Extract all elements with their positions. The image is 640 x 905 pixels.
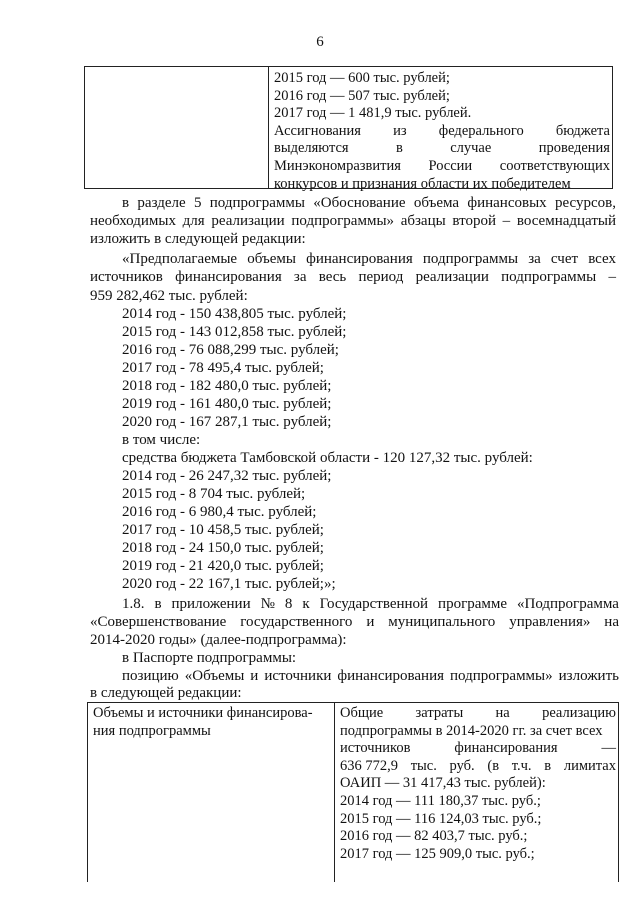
including-line: в том числе: <box>122 432 201 448</box>
year-line: 2020 год - 167 287,1 тыс. рублей; <box>122 414 332 430</box>
year-line: 2016 год - 6 980,4 тыс. рублей; <box>122 504 317 520</box>
table-line: 2016 год — 82 403,7 тыс. руб.; <box>340 828 528 845</box>
word: (в <box>487 757 500 774</box>
word: восемнадцатый <box>516 213 616 229</box>
table-line: 2017 год — 1 481,9 тыс. рублей. <box>274 105 472 122</box>
passport-line: в Паспорте подпрограммы: <box>122 650 297 666</box>
passport-table <box>87 702 619 882</box>
table-line <box>274 158 610 176</box>
word: на <box>495 705 510 721</box>
word: выделяются <box>274 140 349 157</box>
word: объемы <box>247 251 296 267</box>
word: весь <box>318 269 347 285</box>
year-line: 2018 год - 182 480,0 тыс. рублей; <box>122 378 332 394</box>
table-line <box>340 740 616 758</box>
paragraph-line <box>90 613 619 631</box>
table-divider <box>268 67 269 188</box>
word: государственного <box>240 614 353 630</box>
table-line: 2015 год — 600 тыс. рублей; <box>274 70 450 86</box>
table-divider <box>334 703 335 882</box>
word: источников <box>340 740 411 757</box>
table-line <box>340 705 616 723</box>
word: объема <box>413 195 460 211</box>
word: подпрограммы <box>209 195 305 211</box>
word: 636 772,9 <box>340 757 398 774</box>
table-line: 2015 год — 116 124,03 тыс. руб.; <box>340 810 542 827</box>
word: Минэкономразвития <box>274 157 401 174</box>
table-right-cell <box>274 70 610 193</box>
word: и <box>366 614 375 630</box>
word: подпрограммы» <box>291 213 395 229</box>
year-line: 2017 год - 10 458,5 тыс. рублей; <box>122 522 324 538</box>
word: необходимых <box>90 213 176 229</box>
paragraph-line <box>90 212 616 230</box>
word: России <box>428 157 473 174</box>
paragraph-line: в следующей редакции: <box>90 685 242 701</box>
table-line: 2014 год — 111 180,37 тыс. руб.; <box>340 792 541 809</box>
year-line: 2014 год - 150 438,805 тыс. рублей; <box>122 306 347 322</box>
word: к <box>302 596 310 612</box>
year-line: 2019 год - 21 420,0 тыс. рублей; <box>122 558 324 574</box>
word: т.ч. <box>511 757 532 774</box>
word: руб. <box>449 757 475 774</box>
paragraph-line <box>122 667 619 685</box>
word: реализацию <box>542 705 616 721</box>
word: муниципального <box>388 614 496 630</box>
word: соответствующих <box>499 157 610 174</box>
word: «Предполагаемые <box>122 251 238 267</box>
word: Ассигнования <box>274 122 361 139</box>
word: 5 <box>193 195 202 211</box>
word: за <box>528 251 541 267</box>
paragraph-line: 2014-2020 годы» (далее-подпрограмма): <box>90 632 347 648</box>
word: Государственной <box>319 596 429 612</box>
year-line: 2019 год - 161 480,0 тыс. рублей; <box>122 396 332 412</box>
word: для <box>182 213 205 229</box>
year-line: 2014 год - 26 247,32 тыс. рублей; <box>122 468 332 484</box>
word: случае <box>450 140 492 157</box>
word: проведения <box>538 140 610 157</box>
year-line: 2016 год - 76 088,299 тыс. рублей; <box>122 342 339 358</box>
table-right-cell <box>340 705 616 863</box>
paragraph-line <box>122 194 616 212</box>
word: № <box>260 596 275 612</box>
word: финансирования <box>454 740 558 757</box>
regional-budget-line: средства бюджета Тамбовской области - 120 127,32 тыс. рублей: <box>122 450 533 466</box>
word: в <box>154 596 162 612</box>
paragraph-line <box>90 268 616 286</box>
word: в <box>122 195 130 211</box>
word: финансирования <box>306 251 413 267</box>
word: программе <box>438 596 508 612</box>
word: источники <box>264 668 332 684</box>
paragraph-line <box>122 595 619 613</box>
word: из <box>393 122 407 139</box>
word: в <box>544 757 552 774</box>
word: 8 <box>284 596 293 612</box>
paragraph-line: изложить в следующей редакции: <box>90 231 306 247</box>
word: период <box>358 269 404 285</box>
year-line: 2020 год - 22 167,1 тыс. рублей;»; <box>122 576 336 592</box>
table-line <box>340 758 616 776</box>
word: счет <box>550 251 579 267</box>
word: в <box>395 140 403 157</box>
year-line: 2017 год - 78 495,4 тыс. рублей; <box>122 360 324 376</box>
word: 1.8. <box>122 596 145 612</box>
table-line <box>274 123 610 141</box>
word: финансирования <box>337 668 445 684</box>
word: финансирования <box>175 269 282 285</box>
word: реализации <box>415 269 489 285</box>
word: «Обоснование <box>313 195 406 211</box>
word: — <box>601 740 616 757</box>
word: абзацы <box>400 213 446 229</box>
word: разделе <box>137 195 186 211</box>
word: и <box>250 668 259 684</box>
word: реализации <box>211 213 285 229</box>
paragraph-line: 959 282,462 тыс. рублей: <box>90 288 248 304</box>
word: подпрограммы <box>422 251 519 267</box>
word: на <box>604 614 619 630</box>
table-line: 2016 год — 507 тыс. рублей; <box>274 87 450 104</box>
word: всех <box>588 251 616 267</box>
word: «Совершенствование <box>90 614 227 630</box>
table-line <box>274 140 610 158</box>
word: «Подпрограмма <box>517 596 619 612</box>
word: «Объемы <box>184 668 245 684</box>
word: тыс. <box>410 757 437 774</box>
table-line: конкурсов и признания области их победителем <box>274 175 571 192</box>
table-left-cell <box>93 705 329 740</box>
table-line: Объемы и источники финансирова- <box>93 705 313 721</box>
word: подпрограммы <box>501 269 597 285</box>
table-line: ОАИП — 31 417,43 тыс. рублей): <box>340 775 546 792</box>
paragraph-line <box>122 250 616 268</box>
word: финансовых <box>467 195 547 211</box>
table-line: ния подпрограммы <box>93 722 211 739</box>
word: за <box>293 269 307 285</box>
word: ресурсов, <box>554 195 616 211</box>
word: приложении <box>171 596 251 612</box>
word: изложить <box>558 668 619 684</box>
funding-table-continuation <box>84 66 613 192</box>
year-line: 2018 год - 24 150,0 тыс. рублей; <box>122 540 324 556</box>
word: подпрограммы» <box>450 668 553 684</box>
year-line: 2015 год - 8 704 тыс. рублей; <box>122 486 306 502</box>
word: лимитах <box>563 757 616 774</box>
word: федерального <box>438 122 524 139</box>
word: второй <box>452 213 496 229</box>
word: – <box>502 213 511 229</box>
word: позицию <box>122 668 179 684</box>
word: – <box>608 269 616 285</box>
word: управления» <box>509 614 591 630</box>
word: затраты <box>415 705 464 721</box>
table-line: 2017 год — 125 909,0 тыс. руб.; <box>340 845 535 862</box>
word: бюджета <box>555 122 610 139</box>
year-line: 2015 год - 143 012,858 тыс. рублей; <box>122 324 347 340</box>
word: Общие <box>340 705 384 721</box>
word: источников <box>90 269 163 285</box>
table-line: подпрограммы в 2014-2020 гг. за счет всех <box>340 722 603 739</box>
page-number: 6 <box>316 34 324 50</box>
